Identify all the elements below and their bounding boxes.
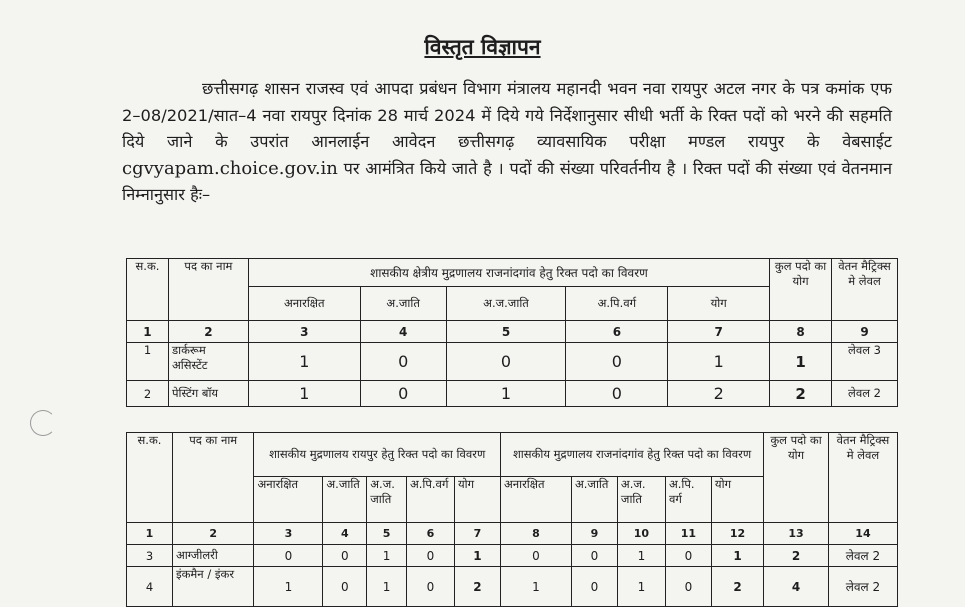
header-rajnandgaon-group: शासकीय मुद्रणालय राजनांदगांव हेतु रिक्त पदो का विवरण (500, 433, 763, 477)
header-total: कुल पदो का योग (764, 433, 829, 523)
header-vacancy-group: शासकीय क्षेत्रीय मुद्रणालय राजनांदगांव हेतु रिक्त पदो का विवरण (248, 259, 769, 287)
header-post: पद का नाम (168, 259, 248, 321)
col-number: 7 (454, 523, 500, 545)
col-number: 8 (770, 321, 832, 343)
header-sum: योग (711, 477, 763, 523)
row-value: 0 (254, 545, 323, 567)
page-title: विस्तृत विज्ञापन (424, 35, 541, 59)
header-sc: अ.जाति (571, 477, 617, 523)
header-st: अ.ज. जाति (617, 477, 665, 523)
row-total: 1 (770, 343, 832, 381)
row-value: 0 (566, 343, 668, 381)
row-pay-level: लेवल 2 (832, 381, 898, 407)
row-value: 1 (711, 545, 763, 567)
header-obc: अ.पि. वर्ग (665, 477, 711, 523)
header-st: अ.ज.जाति (446, 287, 566, 321)
website-link[interactable]: cgvyapam.choice.gov.in (122, 157, 338, 179)
header-total: कुल पदो का योग (770, 259, 832, 321)
row-value: 0 (571, 545, 617, 567)
row-value: 0 (446, 343, 566, 381)
table-row (127, 381, 898, 407)
row-value: 0 (406, 545, 454, 567)
row-value: 2 (454, 567, 500, 607)
col-number: 3 (248, 321, 360, 343)
row-value: 0 (323, 567, 367, 607)
row-value: 0 (360, 343, 446, 381)
col-number: 5 (446, 321, 566, 343)
table-row (127, 545, 898, 567)
header-sno: स.क. (127, 259, 169, 321)
col-number: 13 (764, 523, 829, 545)
col-number: 9 (832, 321, 898, 343)
col-number: 8 (500, 523, 571, 545)
row-value: 1 (367, 545, 407, 567)
row-value: 0 (360, 381, 446, 407)
row-value: 1 (254, 567, 323, 607)
header-unreserved: अनारक्षित (500, 477, 571, 523)
row-sno: 1 (127, 343, 169, 381)
row-value: 0 (500, 545, 571, 567)
header-pay-level: वेतन मैट्रिक्स मे लेवल (828, 433, 897, 523)
row-value: 2 (668, 381, 770, 407)
col-number: 6 (406, 523, 454, 545)
header-obc: अ.पि.वर्ग (566, 287, 668, 321)
header-sc: अ.जाति (360, 287, 446, 321)
col-number: 3 (254, 523, 323, 545)
row-value: 0 (571, 567, 617, 607)
paragraph-text-2: पर आमंत्रित किये जाते है । पदों की संख्या परिवर्तनीय है । रिक्त पदों की संख्या एवं वेतनमान निम्नानुसार हैः– (122, 158, 892, 204)
header-obc: अ.पि.वर्ग (406, 477, 454, 523)
row-post-name: डार्करूम असिस्टेंट (168, 343, 248, 381)
row-sno: 2 (127, 381, 169, 407)
row-value: 1 (248, 343, 360, 381)
vacancy-table-rajnandgaon (126, 258, 898, 407)
col-number: 14 (828, 523, 897, 545)
row-value: 1 (446, 381, 566, 407)
row-value: 1 (248, 381, 360, 407)
header-sum: योग (454, 477, 500, 523)
table-row (127, 567, 898, 607)
header-unreserved: अनारक्षित (254, 477, 323, 523)
row-value: 2 (711, 567, 763, 607)
col-number: 2 (168, 321, 248, 343)
col-number: 11 (665, 523, 711, 545)
header-post: पद का नाम (172, 433, 253, 523)
row-value: 1 (454, 545, 500, 567)
col-number: 1 (127, 523, 173, 545)
header-st: अ.ज. जाति (367, 477, 407, 523)
col-number: 10 (617, 523, 665, 545)
header-sum: योग (668, 287, 770, 321)
row-value: 0 (665, 567, 711, 607)
row-post-name: पेस्टिंग बॉय (168, 381, 248, 407)
col-number: 7 (668, 321, 770, 343)
row-value: 1 (500, 567, 571, 607)
col-number: 9 (571, 523, 617, 545)
paragraph-text-1: छत्तीसगढ़ शासन राजस्व एवं आपदा प्रबंधन विभाग मंत्रालय महानदी भवन नवा रायपुर अटल नगर के पत्र कमांक एफ 2–08/2021/सात–4 नवा रायपुर दिनांक 28 मार्च 2024 में दिये गये निर्देशानुसार सीधी भर्ती के रिक्त पदों को भरने की सहमति दिये जाने के उपरांत आनलाईन आवेदन छत्तीसगढ़ व्यावसायिक परीक्षा मण्डल रायपुर के वेबसाईट (122, 79, 892, 151)
row-post-name: आग्जीलरी (172, 545, 253, 567)
header-sno: स.क. (127, 433, 173, 523)
header-raipur-group: शासकीय मुद्रणालय रायपुर हेतु रिक्त पदो का विवरण (254, 433, 501, 477)
row-total: 2 (764, 545, 829, 567)
row-value: 1 (367, 567, 407, 607)
row-pay-level: लेवल 2 (828, 567, 897, 607)
punch-hole-mark (30, 410, 56, 436)
col-number: 12 (711, 523, 763, 545)
row-sno: 4 (127, 567, 173, 607)
row-pay-level: लेवल 2 (828, 545, 897, 567)
row-value: 0 (406, 567, 454, 607)
row-post-name: इंकमैन / इंकर (172, 567, 253, 607)
header-sc: अ.जाति (323, 477, 367, 523)
col-number: 4 (360, 321, 446, 343)
row-value: 0 (566, 381, 668, 407)
header-pay-level: वेतन मैट्रिक्स मे लेवल (832, 259, 898, 321)
col-number: 5 (367, 523, 407, 545)
col-number: 1 (127, 321, 169, 343)
table-row (127, 343, 898, 381)
row-total: 4 (764, 567, 829, 607)
row-value: 1 (617, 545, 665, 567)
col-number: 6 (566, 321, 668, 343)
row-total: 2 (770, 381, 832, 407)
header-unreserved: अनारक्षित (248, 287, 360, 321)
row-value: 1 (668, 343, 770, 381)
vacancy-table-raipur-rajnandgaon (126, 432, 898, 607)
row-value: 0 (323, 545, 367, 567)
row-pay-level: लेवल 3 (832, 343, 898, 381)
row-value: 1 (617, 567, 665, 607)
row-sno: 3 (127, 545, 173, 567)
notice-paragraph (122, 76, 892, 209)
col-number: 4 (323, 523, 367, 545)
row-value: 0 (665, 545, 711, 567)
col-number: 2 (172, 523, 253, 545)
